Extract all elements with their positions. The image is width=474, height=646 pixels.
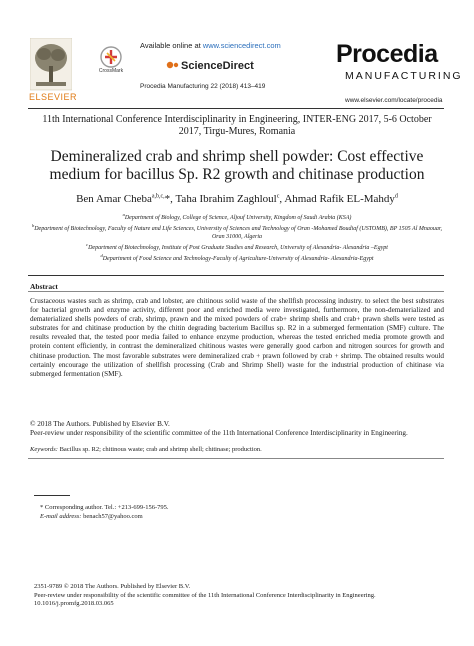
affiliation-item: $^c$Department of Biotechnology, Institute of Post Graduate Studies and Research, University of Alexandria- Alexandria –Egypt (86, 242, 388, 251)
keywords-line (30, 446, 444, 453)
author-sup: c (276, 193, 280, 200)
copyright-line: © 2018 The Authors. Published by Elsevier B.V. (30, 420, 170, 428)
footer-doi[interactable]: 10.1016/j.promfg.2018.03.065 (34, 600, 114, 607)
email-line (40, 512, 169, 521)
affiliation-item: $^b$Department of Biotechnology, Faculty of Nature and Life Sciences, University of Sciences and Technology of Oran -Mohamed Boudiaf (USTOMB), BP 1505 Al Mnaouar, Oran 31000, Algeria (31, 223, 443, 240)
author-name: Ahmad Rafik EL-Mahdy (284, 193, 395, 205)
keywords-rule (28, 458, 444, 459)
journal-name: Procedia (336, 40, 438, 68)
author-sup: a,b,c, (151, 193, 165, 200)
author-sep: , (279, 193, 285, 205)
footer-issn: 2351-9789 © 2018 The Authors. Published by Elsevier B.V. (34, 583, 191, 590)
abstract-body: Crustaceous wastes such as shrimp, crab and lobster, are chitinous solid waste of the shellfish processing industry. to select the best substrates for bacterial growth and enzyme activity, different poor and enriched media were investigated, furthermore, the non-dematerialized and dematerialized shells powders of crab, shrimp, prawn and the mixed powders of crab+ shrimp shells and crab+ prawn shells were tested as substrates for and chitinase production by the chitin degrading bacterium Bacillus sp. R2 in a submerged fermentation (SMF) culture. The results revealed that, the tested poor media failed to enhance enzyme production, whereas the tested enriched media promote growth and protein content efficiently, in contrast the demineralized chitinous wastes were generally good carbon and nitrogen sources for growth and chitinase production. The most favorable substrates were demineralized crab + prawn followed by crab + shrimp. The obtained results would certainly encourage the utilization of shellfish processing (Crab and Shrimp Shell) waste for the industrial production of chitinase via submerged fermentation (SMF). (30, 297, 444, 378)
page-footer (34, 583, 454, 609)
footer-peer-review: Peer-review under responsibility of the scientific committee of the 11th International Conference Interdisciplinarity in Engineering. (34, 591, 376, 599)
sciencedirect-label: ScienceDirect (181, 60, 254, 72)
elsevier-wordmark: ELSEVIER (28, 92, 78, 102)
sciencedirect-link[interactable]: www.sciencedirect.com (202, 41, 281, 50)
paper-title: Demineralized crab and shrimp shell powder: Cost effective medium for bacillus Sp. R2 growth and chitinase production (49, 148, 425, 183)
elsevier-tree-logo (30, 38, 72, 96)
abstract-heading-rule (28, 291, 444, 292)
header-rule (28, 108, 444, 109)
email-address[interactable]: benach57@yahoo.com (81, 513, 143, 520)
abstract-top-rule (28, 275, 444, 276)
affiliation-item: $^a$Department of Biology, College of Science, Aljouf University, Kingdom of Saudi Arabia (KSA) (122, 212, 352, 221)
sciencedirect-logo (165, 58, 265, 72)
abstract-heading: Abstract (30, 282, 58, 291)
crossmark-icon[interactable] (100, 46, 122, 68)
keywords-text: Bacillus sp. R2; chitinous waste; crab and shrimp shell; chitinase; production. (57, 446, 262, 453)
copyright-block (30, 420, 444, 438)
author-name: Taha Ibrahim Zaghloul (175, 193, 277, 205)
author-list (30, 193, 444, 205)
affiliation-item: $^d$Department of Food Science and Technology-Faculty of Agriculture-University of Alexandria- Alexandria-Egypt (100, 253, 374, 262)
available-online (140, 41, 281, 50)
corresponding-author: * Corresponding author. Tel.: +213-699-156-795. (40, 504, 169, 511)
footnote (40, 503, 169, 521)
crossmark-label: CrossMark (98, 68, 124, 74)
affiliations (30, 211, 444, 263)
journal-reference: Procedia Manufacturing 22 (2018) 413–419 (140, 83, 266, 90)
footnote-rule (34, 495, 70, 496)
journal-homepage[interactable]: www.elsevier.com/locate/procedia (345, 97, 443, 104)
conference-line: 11th International Conference Interdisciplinarity in Engineering, INTER-ENG 2017, 5-6 October 2017, Tirgu-Mures, Romania (42, 114, 432, 137)
peer-review-line: Peer-review under responsibility of the scientific committee of the 11th International Conference Interdisciplinarity in Engineering. (30, 429, 408, 438)
journal-subtitle: MANUFACTURING (345, 70, 463, 82)
keywords-label: Keywords: (30, 446, 58, 453)
available-prefix: Available online at (140, 41, 203, 50)
email-label: E-mail address: (40, 513, 82, 520)
author-sup: d (394, 193, 398, 200)
author-sep: *, (164, 193, 176, 205)
author-name: Ben Amar Cheba (76, 193, 152, 205)
